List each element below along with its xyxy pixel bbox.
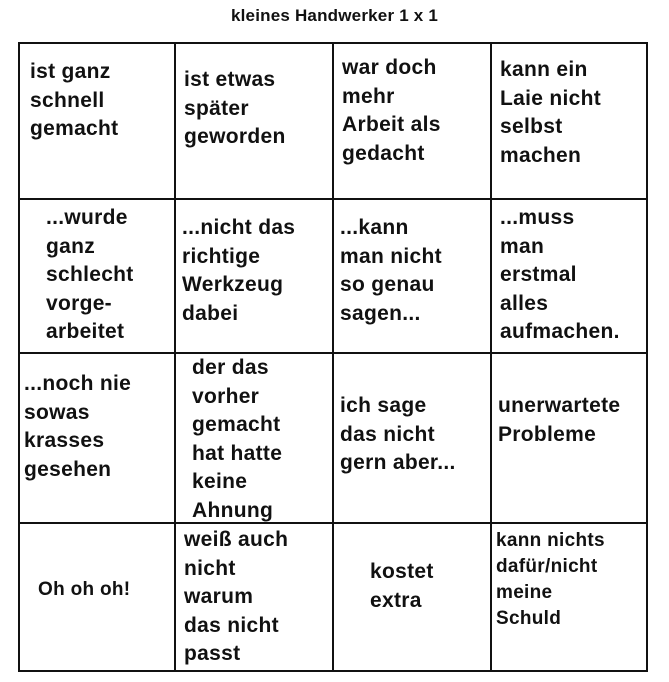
cell-text: unerwartete Probleme (498, 394, 621, 446)
bingo-grid (18, 42, 648, 672)
grid-cell (492, 354, 646, 524)
grid-cell (334, 200, 492, 354)
grid-cell (176, 200, 334, 354)
cell-text: ...wurde ganz schlecht vorge- arbeitet (46, 206, 134, 343)
grid-cell (20, 200, 176, 354)
grid-cell (334, 44, 492, 200)
grid-cell (20, 44, 176, 200)
cell-text: kann nichts dafür/nicht meine Schuld (496, 530, 605, 629)
cell-text: kostet extra (370, 560, 434, 612)
grid-cell (334, 524, 492, 670)
grid-cell (176, 44, 334, 200)
grid-cell (334, 354, 492, 524)
cell-text: ich sage das nicht gern aber... (340, 394, 456, 474)
cell-text: ...nicht das richtige Werkzeug dabei (182, 216, 296, 325)
grid-cell (492, 524, 646, 670)
cell-text: Oh oh oh! (38, 579, 131, 600)
grid-cell (492, 200, 646, 354)
grid-cell (20, 524, 176, 670)
cell-text: ist ganz schnell gemacht (30, 60, 119, 140)
page-title: kleines Handwerker 1 x 1 (230, 6, 439, 25)
grid-cell (176, 354, 334, 524)
cell-text: ...noch nie sowas krasses gesehen (24, 372, 132, 481)
grid-cell (176, 524, 334, 670)
cell-text: weiß auch nicht warum das nicht passt (184, 528, 289, 665)
grid-cell (492, 44, 646, 200)
cell-text: war doch mehr Arbeit als gedacht (342, 56, 441, 165)
grid-cell (20, 354, 176, 524)
cell-text: der das vorher gemacht hat hatte keine Ahnung (192, 356, 283, 522)
cell-text: kann ein Laie nicht selbst machen (500, 58, 602, 167)
cell-text: ...kann man nicht so genau sagen... (340, 216, 442, 325)
cell-text: ...muss man erstmal alles aufmachen. (500, 206, 620, 343)
cell-text: ist etwas später geworden (184, 68, 286, 148)
